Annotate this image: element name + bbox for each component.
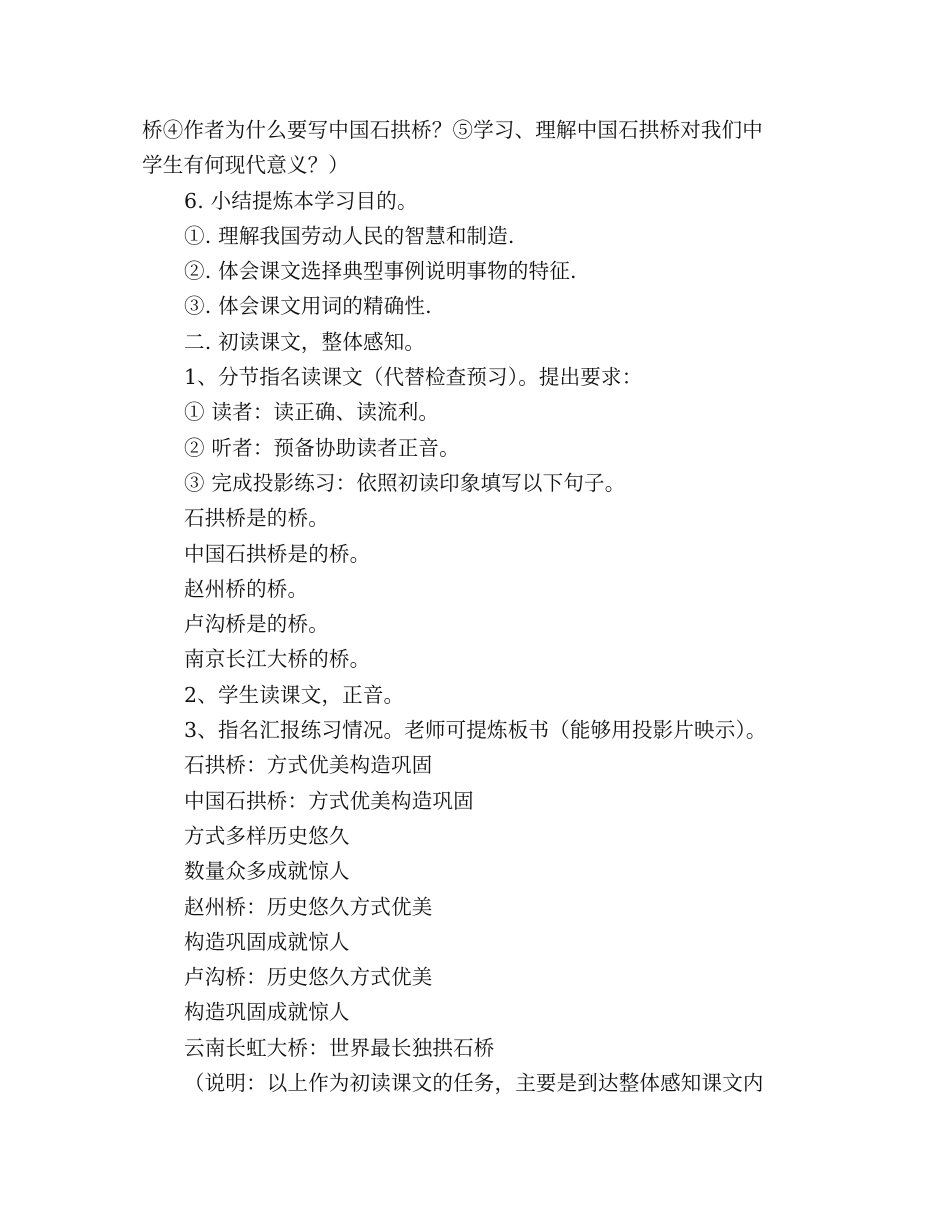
text-line: 构造巩固成就惊人 — [184, 1000, 350, 1025]
text-line: 1、分节指名读课文（代替检查预习）。提出要求： — [184, 365, 643, 390]
text-line: ①. 理解我国劳动人民的智慧和制造. — [184, 223, 515, 248]
section-heading: 二. 初读课文，整体感知。 — [184, 329, 426, 354]
text-line: 3、指名汇报练习情况。老师可提炼板书（能够用投影片映示）。 — [184, 718, 767, 743]
text-line: 6. 小结提炼本学习目的。 — [184, 188, 418, 213]
text-line: 石拱桥是的桥。 — [184, 506, 329, 531]
text-line: 数量众多成就惊人 — [184, 859, 350, 884]
text-line: 石拱桥：方式优美构造巩固 — [184, 753, 433, 778]
text-line: ③. 体会课文用词的精确性. — [184, 294, 432, 319]
text-line: 赵州桥的桥。 — [184, 576, 309, 601]
body-text — [142, 113, 832, 1101]
text-line: 学生有何现代意义？） — [142, 153, 349, 178]
text-line: ③ 完成投影练习：依照初读印象填写以下句子。 — [184, 470, 626, 495]
text-line: 构造巩固成就惊人 — [184, 929, 350, 954]
text-line: 卢沟桥：历史悠久方式优美 — [184, 965, 433, 990]
text-line: ②. 体会课文选择典型事例说明事物的特征. — [184, 259, 577, 284]
text-line: 卢沟桥是的桥。 — [184, 612, 329, 637]
text-line: ① 读者：读正确、读流利。 — [184, 400, 440, 425]
text-line: 中国石拱桥是的桥。 — [184, 541, 371, 566]
text-line: 2、学生读课文，正音。 — [184, 682, 405, 707]
text-line: 云南长虹大桥：世界最长独拱石桥 — [184, 1035, 495, 1060]
text-line: 中国石拱桥：方式优美构造巩固 — [184, 788, 474, 813]
text-line: 方式多样历史悠久 — [184, 823, 350, 848]
text-line: ② 听者：预备协助读者正音。 — [184, 435, 460, 460]
text-line: 赵州桥：历史悠久方式优美 — [184, 894, 433, 919]
text-line: （说明：以上作为初读课文的任务，主要是到达整体感知课文内 — [184, 1071, 764, 1096]
text-line: 桥④作者为什么要写中国石拱桥？⑤学习、理解中国石拱桥对我们中 — [142, 118, 763, 142]
text-line: 南京长江大桥的桥。 — [184, 647, 371, 672]
